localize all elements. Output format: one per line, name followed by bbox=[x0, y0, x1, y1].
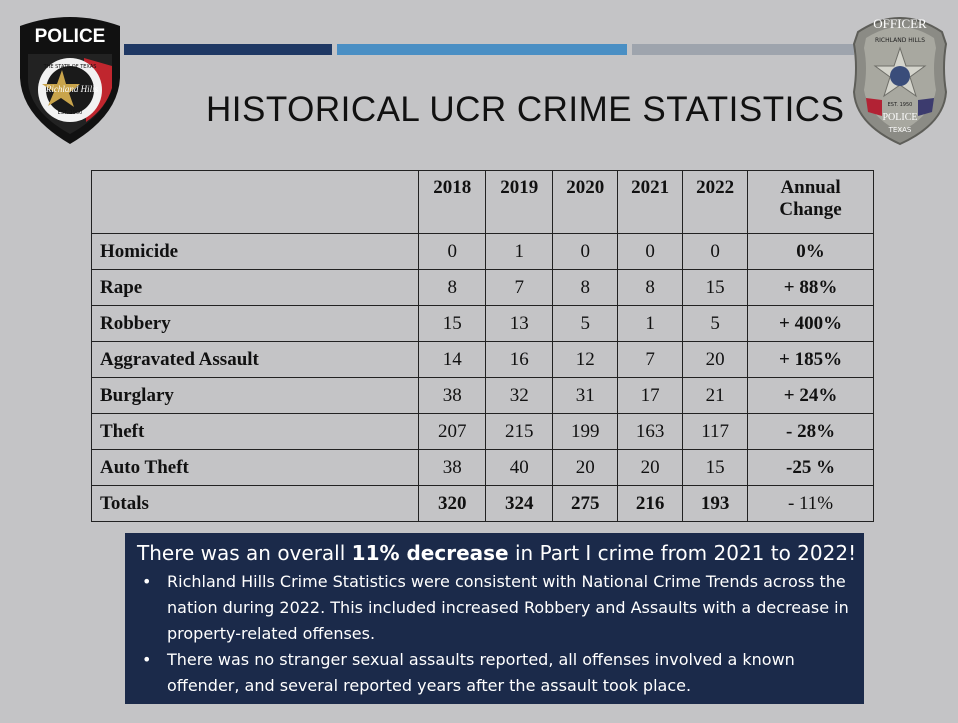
cell-change: -25 % bbox=[748, 450, 874, 486]
cell-value: 12 bbox=[553, 342, 618, 378]
summary-headline bbox=[137, 541, 857, 565]
cell-value: 16 bbox=[486, 342, 553, 378]
badge-state: TEXAS bbox=[888, 126, 912, 134]
cell-value: 20 bbox=[683, 342, 748, 378]
header-year: 2021 bbox=[618, 171, 683, 234]
cell-value: 0 bbox=[553, 234, 618, 270]
cell-value: 216 bbox=[618, 486, 683, 522]
cell-value: 1 bbox=[618, 306, 683, 342]
cell-value: 320 bbox=[419, 486, 486, 522]
crime-stats-table bbox=[91, 170, 874, 522]
cell-change: + 400% bbox=[748, 306, 874, 342]
cell-value: 117 bbox=[683, 414, 748, 450]
cell-change: 0% bbox=[748, 234, 874, 270]
badge-police: POLICE bbox=[882, 112, 918, 123]
table-header-row bbox=[92, 171, 874, 234]
row-label: Rape bbox=[92, 270, 419, 306]
cell-value: 38 bbox=[419, 378, 486, 414]
cell-value: 7 bbox=[486, 270, 553, 306]
header-bar-navy bbox=[124, 44, 332, 55]
bullet-text: There was no stranger sexual assaults reported, all offenses involved a known offender, and several reported years after the assault took place. bbox=[167, 650, 795, 695]
patch-title: POLICE bbox=[34, 26, 106, 47]
cell-value: 17 bbox=[618, 378, 683, 414]
cell-value: 8 bbox=[618, 270, 683, 306]
patch-est: EST. 1950 bbox=[57, 110, 83, 116]
cell-value: 15 bbox=[683, 270, 748, 306]
badge-city: RICHLAND HILLS bbox=[874, 37, 926, 44]
table-row bbox=[92, 450, 874, 486]
cell-value: 0 bbox=[683, 234, 748, 270]
row-label: Homicide bbox=[92, 234, 419, 270]
row-label: Robbery bbox=[92, 306, 419, 342]
cell-value: 31 bbox=[553, 378, 618, 414]
cell-value: 163 bbox=[618, 414, 683, 450]
cell-value: 15 bbox=[419, 306, 486, 342]
cell-change: + 88% bbox=[748, 270, 874, 306]
header-year: 2019 bbox=[486, 171, 553, 234]
headline-post: in Part I crime from 2021 to 2022! bbox=[508, 541, 857, 565]
cell-value: 20 bbox=[618, 450, 683, 486]
summary-box bbox=[125, 533, 864, 704]
cell-value: 40 bbox=[486, 450, 553, 486]
header-year: 2020 bbox=[553, 171, 618, 234]
cell-value: 5 bbox=[683, 306, 748, 342]
cell-change: + 24% bbox=[748, 378, 874, 414]
row-label: Burglary bbox=[92, 378, 419, 414]
header-empty-cell bbox=[92, 171, 419, 234]
row-label: Totals bbox=[92, 486, 419, 522]
table-row bbox=[92, 270, 874, 306]
cell-value: 275 bbox=[553, 486, 618, 522]
bullet-icon: • bbox=[142, 650, 152, 669]
cell-value: 8 bbox=[419, 270, 486, 306]
list-item bbox=[137, 569, 852, 647]
cell-value: 199 bbox=[553, 414, 618, 450]
header-change-line1: Annual bbox=[780, 177, 841, 198]
table-row bbox=[92, 342, 874, 378]
cell-value: 215 bbox=[486, 414, 553, 450]
header-bar-blue bbox=[337, 44, 627, 55]
row-label: Theft bbox=[92, 414, 419, 450]
row-label: Auto Theft bbox=[92, 450, 419, 486]
bullet-text: Richland Hills Crime Statistics were consistent with National Crime Trends across the nation during 2022. This included increased Robbery and Assaults with a decrease in property-related offenses. bbox=[167, 572, 849, 643]
cell-value: 0 bbox=[618, 234, 683, 270]
cell-value: 38 bbox=[419, 450, 486, 486]
list-item bbox=[137, 647, 852, 699]
table-row bbox=[92, 378, 874, 414]
header-year: 2018 bbox=[419, 171, 486, 234]
cell-value: 32 bbox=[486, 378, 553, 414]
cell-value: 7 bbox=[618, 342, 683, 378]
cell-change: - 11% bbox=[748, 486, 874, 522]
cell-value: 0 bbox=[419, 234, 486, 270]
header-change-line2: Change bbox=[779, 199, 842, 220]
row-label: Aggravated Assault bbox=[92, 342, 419, 378]
headline-pre: There was an overall bbox=[137, 541, 352, 565]
cell-value: 8 bbox=[553, 270, 618, 306]
patch-ring-text: THE STATE OF TEXAS bbox=[43, 64, 97, 70]
cell-change: + 185% bbox=[748, 342, 874, 378]
cell-change: - 28% bbox=[748, 414, 874, 450]
cell-value: 5 bbox=[553, 306, 618, 342]
cell-value: 14 bbox=[419, 342, 486, 378]
header-year: 2022 bbox=[683, 171, 748, 234]
badge-title: OFFICER bbox=[873, 16, 927, 31]
table-row bbox=[92, 414, 874, 450]
cell-value: 324 bbox=[486, 486, 553, 522]
summary-bullets bbox=[137, 569, 852, 699]
header-bar-gray bbox=[632, 44, 854, 55]
cell-value: 20 bbox=[553, 450, 618, 486]
cell-value: 21 bbox=[683, 378, 748, 414]
cell-value: 1 bbox=[486, 234, 553, 270]
table-row bbox=[92, 306, 874, 342]
totals-row bbox=[92, 486, 874, 522]
police-patch-logo bbox=[14, 8, 126, 148]
bullet-icon: • bbox=[142, 572, 152, 591]
cell-value: 193 bbox=[683, 486, 748, 522]
header-annual-change bbox=[748, 171, 874, 234]
table-row bbox=[92, 234, 874, 270]
headline-bold: 11% decrease bbox=[351, 541, 509, 565]
page-title: HISTORICAL UCR CRIME STATISTICS bbox=[206, 90, 845, 129]
officer-badge-logo bbox=[848, 8, 952, 148]
cell-value: 15 bbox=[683, 450, 748, 486]
patch-city: Richland Hills bbox=[45, 84, 99, 94]
cell-value: 13 bbox=[486, 306, 553, 342]
badge-est: EST. 1950 bbox=[887, 102, 913, 108]
cell-value: 207 bbox=[419, 414, 486, 450]
